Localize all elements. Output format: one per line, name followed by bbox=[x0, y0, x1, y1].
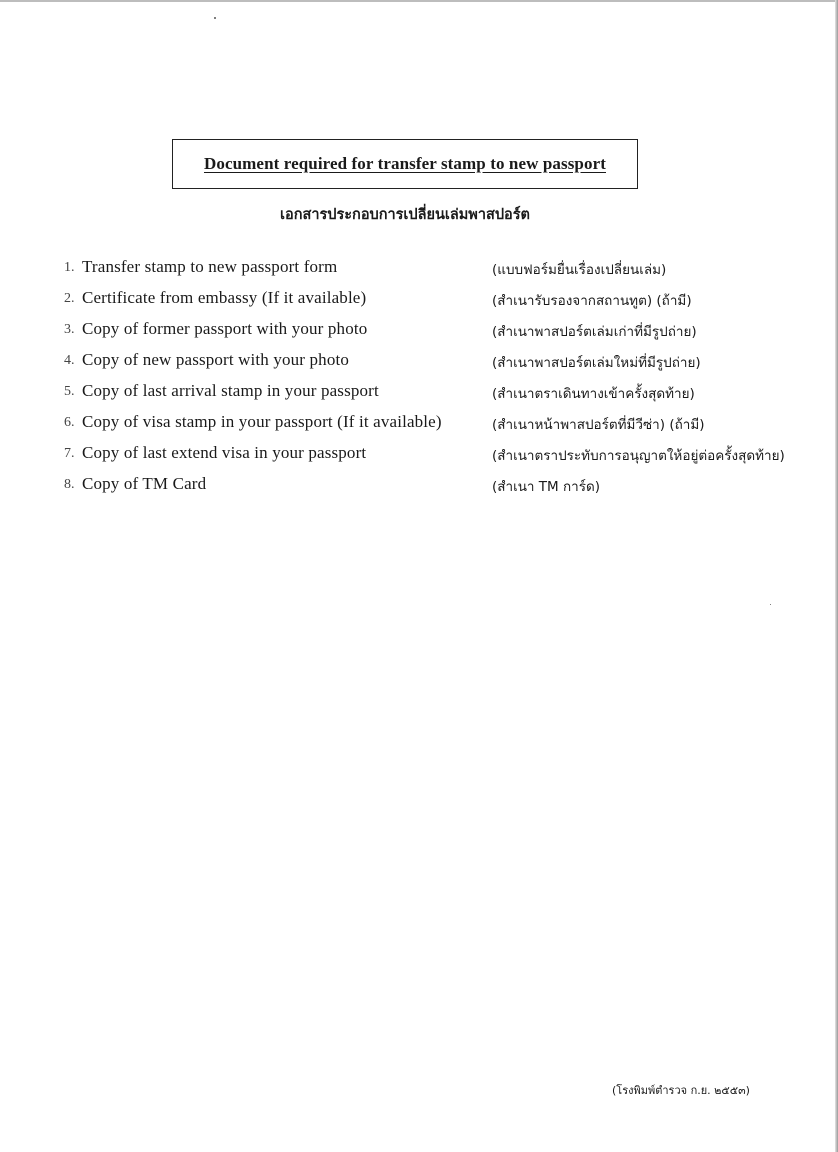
item-thai-text: (สำเนาตราประทับการอนุญาตให้อยู่ต่อครั้งสุดท้าย) bbox=[492, 448, 785, 464]
printer-footer-note: (โรงพิมพ์ตำรวจ ก.ย. ๒๕๕๓) bbox=[612, 1084, 750, 1097]
list-item bbox=[0, 316, 838, 347]
item-english-text: Copy of former passport with your photo bbox=[82, 319, 368, 338]
item-number: 3. bbox=[64, 322, 75, 337]
item-thai-text: (สำเนา TM การ์ด) bbox=[492, 479, 601, 495]
item-thai-text: (แบบฟอร์มยื่นเรื่องเปลี่ยนเล่ม) bbox=[492, 262, 667, 278]
list-item bbox=[0, 254, 838, 285]
item-number: 7. bbox=[64, 446, 75, 461]
item-number: 4. bbox=[64, 353, 75, 368]
item-thai-text: (สำเนาพาสปอร์ตเล่มเก่าที่มีรูปถ่าย) bbox=[492, 324, 697, 340]
item-number: 8. bbox=[64, 477, 75, 492]
item-english-text: Certificate from embassy (If it available) bbox=[82, 288, 367, 307]
list-item bbox=[0, 440, 838, 471]
scan-speck bbox=[214, 17, 216, 19]
item-thai-text: (สำเนาหน้าพาสปอร์ตที่มีวีซ่า) (ถ้ามี) bbox=[492, 417, 705, 433]
document-title: Document required for transfer stamp to new passport bbox=[203, 154, 606, 173]
item-english-text: Copy of last arrival stamp in your passport bbox=[82, 381, 379, 400]
list-item bbox=[0, 409, 838, 440]
item-thai-text: (สำเนารับรองจากสถานทูต) (ถ้ามี) bbox=[492, 293, 692, 309]
item-english-text: Copy of TM Card bbox=[82, 474, 207, 493]
item-number: 1. bbox=[64, 260, 75, 275]
item-english-text: Copy of last extend visa in your passport bbox=[82, 443, 367, 462]
list-item bbox=[0, 471, 838, 502]
thai-subtitle: เอกสารประกอบการเปลี่ยนเล่มพาสปอร์ต bbox=[280, 207, 530, 223]
item-english-text: Copy of new passport with your photo bbox=[82, 350, 349, 369]
list-item bbox=[0, 285, 838, 316]
item-english-text: Copy of visa stamp in your passport (If it available) bbox=[82, 412, 442, 431]
item-thai-text: (สำเนาพาสปอร์ตเล่มใหม่ที่มีรูปถ่าย) bbox=[492, 355, 701, 371]
required-documents-list bbox=[0, 254, 838, 502]
list-item bbox=[0, 378, 838, 409]
item-english-text: Transfer stamp to new passport form bbox=[82, 257, 338, 276]
list-item bbox=[0, 347, 838, 378]
title-box bbox=[172, 139, 638, 189]
item-number: 2. bbox=[64, 291, 75, 306]
item-thai-text: (สำเนาตราเดินทางเข้าครั้งสุดท้าย) bbox=[492, 386, 695, 402]
scan-speck bbox=[770, 604, 771, 605]
item-number: 5. bbox=[64, 384, 75, 399]
scan-top-edge bbox=[0, 0, 838, 2]
item-number: 6. bbox=[64, 415, 75, 430]
